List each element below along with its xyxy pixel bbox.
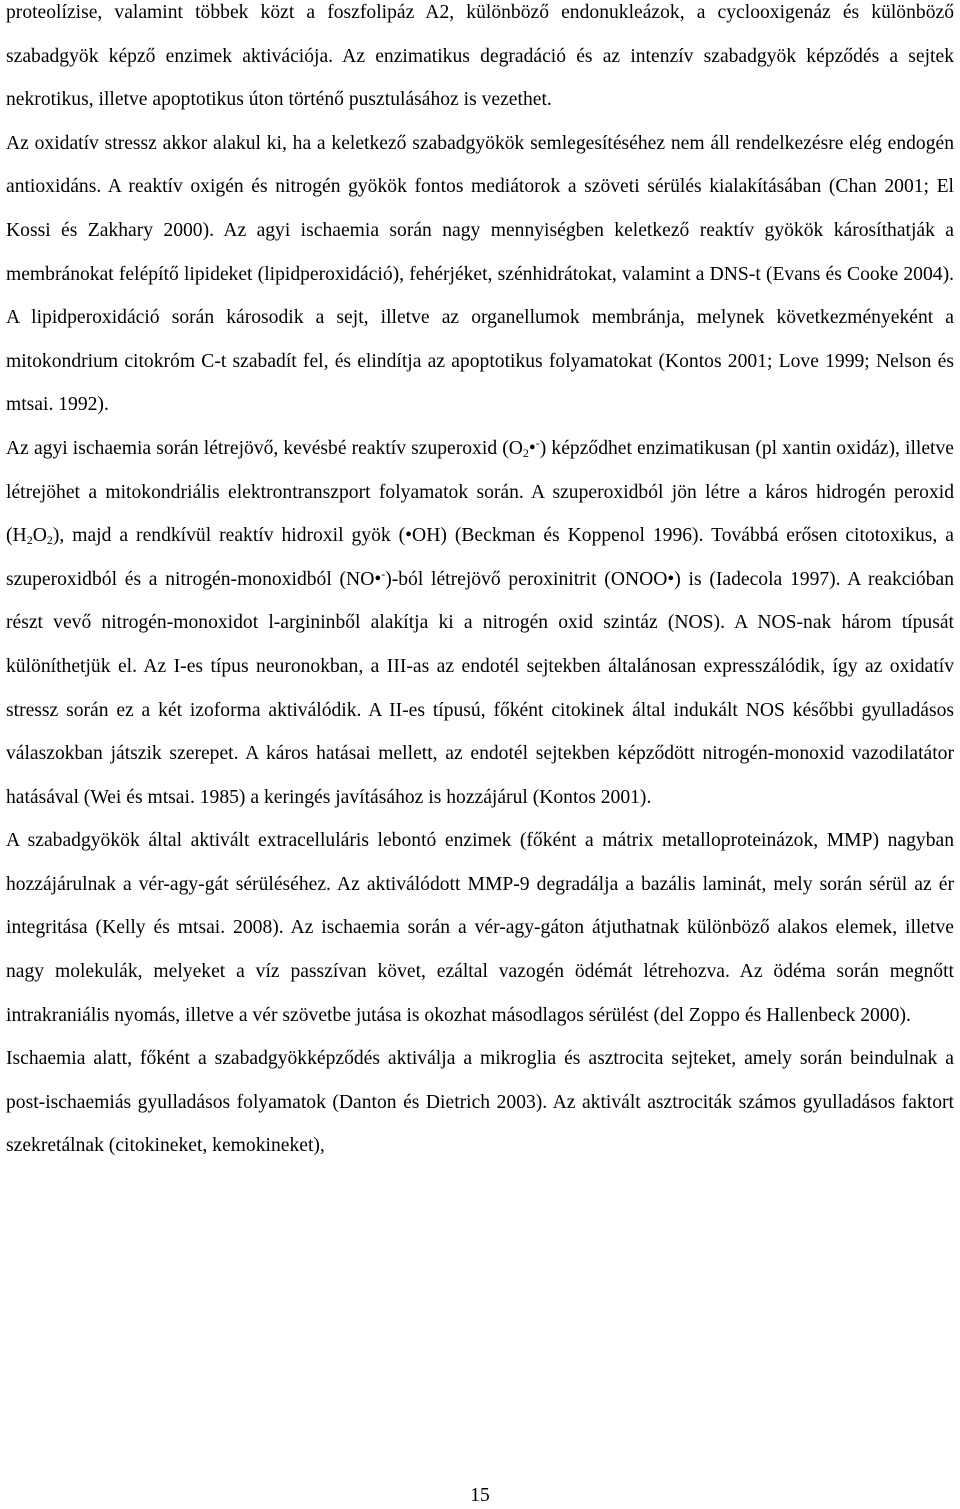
page-number: 15 bbox=[470, 1485, 490, 1506]
radical-dot: • bbox=[528, 437, 536, 459]
text-run: )-ból létrejövő peroxinitrit (ONOO•) is (Iadecola 1997). A reakcióban részt vevő nitrogén-monoxidot l-argininből alakítja ki a nitrogén oxid szintáz (NOS). A NOS-nak három típusát különíthetjük el. Az I-es típus neuronokban, a III-as az endotél sejtekben általánosan expresszálódik, így az oxidatív stressz során ez a két izoforma aktiválódik. A II-es típusú, főként citokinek által indukált NOS későbbi gyulladásos válaszokban játszik szerepet. A káros hatásai mellett, az endotél sejtekben képződött nitrogén-monoxid vazodilatátor hatásával (Wei és mtsai. 1985) a keringés javításához is hozzájárul (Kontos 2001). bbox=[6, 568, 954, 808]
paragraph-mmp: A szabadgyökök által aktivált extracelluláris lebontó enzimek (főként a mátrix metalloproteinázok, MMP) nagyban hozzájárulnak a vér-agy-gát sérüléséhez. Az aktiválódott MMP-9 degradálja a bazális laminát, mely során sérül az ér integritása (Kelly és mtsai. 2008). Az ischaemia során a vér-agy-gáton átjuthatnak különböző alakos elemek, illetve nagy molekulák, melyeket a víz passzívan követ, ezáltal vazogén ödémát létrehozva. Az ödéma során megnőtt intrakraniális nyomás, illetve a vér szövetbe jutása is okozhat másodlagos sérülést (del Zoppo és Hallenbeck 2000). bbox=[6, 830, 954, 1026]
subscript: 2 bbox=[46, 533, 53, 548]
text-run: ), majd a rendkívül reaktív hidroxil gyök (•OH) (Beckman és Koppenol 1996). Továbbá erősen citotoxikus, a szuperoxidból és a nitrogén-monoxidból (NO• bbox=[6, 525, 954, 590]
subscript: 2 bbox=[522, 445, 529, 460]
superscript: - bbox=[381, 566, 386, 581]
paragraph-superoxide-nos bbox=[6, 427, 954, 819]
text-run: Az agyi ischaemia során létrejövő, kevésbé reaktív szuperoxid (O bbox=[6, 437, 523, 459]
text-run: ) képződhet enzimatikusan (pl xantin oxidáz), illetve létrejöhet a mitokondriális elektrontranszport folyamatok során. A szuperoxidból jön létre a káros hidrogén peroxid (H bbox=[6, 437, 954, 547]
subscript: 2 bbox=[26, 533, 33, 548]
paragraph-inflammation: Ischaemia alatt, főként a szabadgyökképződés aktiválja a mikroglia és asztrocita sejteket, amely során beindulnak a post-ischaemiás gyulladásos folyamatok (Danton és Dietrich 2003). Az aktivált asztrociták számos gyulladásos faktort szekretálnak (citokineket, kemokineket), bbox=[6, 1048, 954, 1157]
paragraph-cell-death: proteolízise, valamint többek közt a foszfolipáz A2, különböző endonukleázok, a cyclooxigenáz és különböző szabadgyök képző enzimek aktivációja. Az enzimatikus degradáció és az intenzív szabadgyök képződés a sejtek nekrotikus, illetve apoptotikus úton történő pusztulásához is vezethet. bbox=[6, 2, 954, 111]
paragraph-oxidative-stress: Az oxidatív stressz akkor alakul ki, ha a keletkező szabadgyökök semlegesítéséhez nem áll rendelkezésre elég endogén antioxidáns. A reaktív oxigén és nitrogén gyökök fontos mediátorok a szöveti sérülés kialakításában (Chan 2001; El Kossi és Zakhary 2000). Az agyi ischaemia során nagy mennyiségben keletkező reaktív gyökök károsíthatják a membránokat felépítő lipideket (lipidperoxidáció), fehérjéket, szénhidrátokat, valamint a DNS-t (Evans és Cooke 2004). A lipidperoxidáció során károsodik a sejt, illetve az organellumok membránja, melynek következményeként a mitokondrium citokróm C-t szabadít fel, és elindítja az apoptotikus folyamatokat (Kontos 2001; Love 1999; Nelson és mtsai. 1992). bbox=[6, 132, 954, 416]
document-page bbox=[6, 0, 954, 1168]
text-run: O bbox=[32, 525, 47, 547]
superscript: - bbox=[535, 435, 540, 450]
